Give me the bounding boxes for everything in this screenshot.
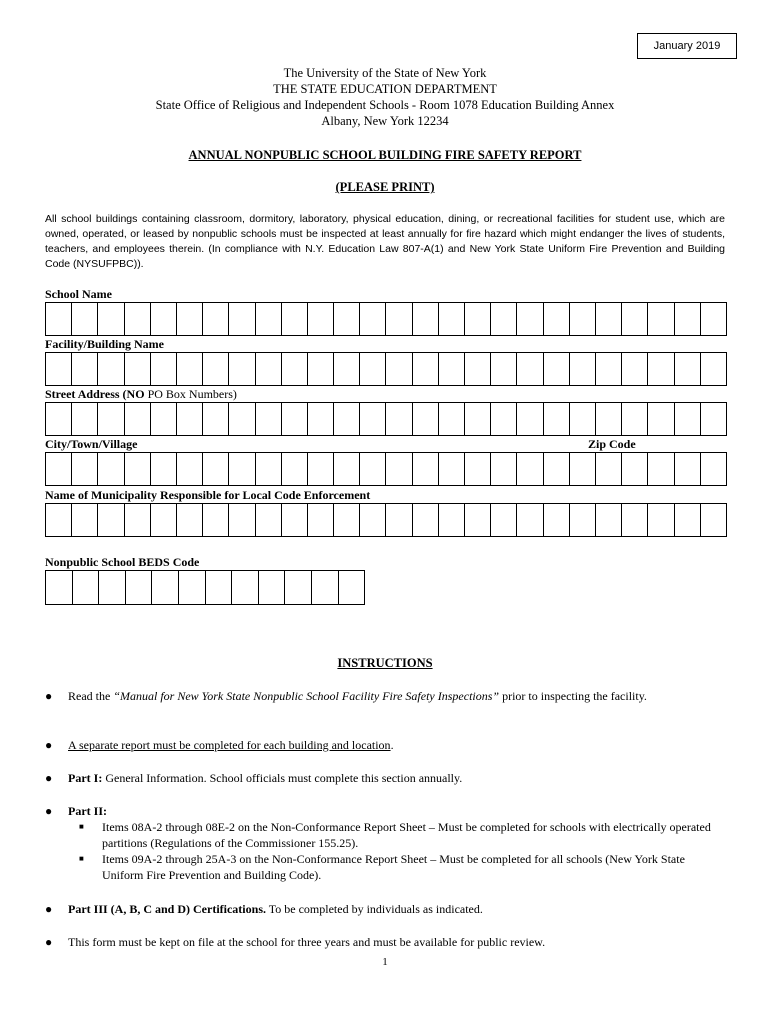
character-box[interactable] <box>648 503 674 537</box>
character-box[interactable] <box>72 302 98 336</box>
character-box[interactable] <box>570 302 596 336</box>
character-box[interactable] <box>701 352 727 386</box>
page-number: 1 <box>382 956 388 968</box>
character-box[interactable] <box>232 570 259 605</box>
character-box[interactable] <box>152 570 179 605</box>
character-box[interactable] <box>413 302 439 336</box>
character-box[interactable] <box>177 352 203 386</box>
character-box[interactable] <box>334 452 360 486</box>
instruction-text: General Information. School officials must complete this section annually. <box>102 771 463 785</box>
character-box[interactable] <box>46 352 72 386</box>
character-box[interactable] <box>99 570 126 605</box>
zip-code-label: Zip Code <box>588 437 636 451</box>
character-box[interactable] <box>491 352 517 386</box>
character-box[interactable] <box>256 452 282 486</box>
character-box[interactable] <box>675 452 701 486</box>
character-box[interactable] <box>206 570 233 605</box>
street-address-boxes[interactable] <box>45 402 727 436</box>
character-box[interactable] <box>72 352 98 386</box>
character-box[interactable] <box>596 503 622 537</box>
character-box[interactable] <box>622 402 648 436</box>
character-box[interactable] <box>177 452 203 486</box>
instruction-item <box>45 770 725 786</box>
instruction-text: A separate report must be completed for each building and location <box>68 738 391 752</box>
character-box[interactable] <box>386 302 412 336</box>
character-box[interactable] <box>413 452 439 486</box>
character-box[interactable] <box>360 503 386 537</box>
part-label: Part III (A, B, C and D) Certifications. <box>68 902 266 916</box>
character-box[interactable] <box>648 302 674 336</box>
character-box[interactable] <box>308 452 334 486</box>
character-box[interactable] <box>98 302 124 336</box>
character-box[interactable] <box>701 452 727 486</box>
character-box[interactable] <box>386 503 412 537</box>
instruction-text: Read the <box>68 689 114 703</box>
character-box[interactable] <box>339 570 366 605</box>
part-label: Part I: <box>68 771 103 785</box>
character-box[interactable] <box>126 570 153 605</box>
character-box[interactable] <box>334 402 360 436</box>
instruction-item <box>45 901 725 917</box>
character-box[interactable] <box>98 402 124 436</box>
character-box[interactable] <box>413 402 439 436</box>
character-box[interactable] <box>256 352 282 386</box>
character-box[interactable] <box>229 302 255 336</box>
sub-instruction-text: Items 08A-2 through 08E-2 on the Non-Conformance Report Sheet – Must be completed for schools with electrically operated partitions (Regulations of the Commissioner 155.25). <box>102 820 711 850</box>
character-box[interactable] <box>177 302 203 336</box>
character-box[interactable] <box>229 503 255 537</box>
character-box[interactable] <box>517 352 543 386</box>
character-box[interactable] <box>675 402 701 436</box>
please-print: (PLEASE PRINT) <box>335 180 435 194</box>
character-box[interactable] <box>334 503 360 537</box>
character-box[interactable] <box>544 402 570 436</box>
bullet-icon: ● <box>45 738 53 752</box>
facility-name-label: Facility/Building Name <box>45 337 165 351</box>
character-box[interactable] <box>596 452 622 486</box>
street-address-label <box>45 387 237 402</box>
character-box[interactable] <box>465 302 491 336</box>
municipality-label: Name of Municipality Responsible for Local Code Enforcement <box>45 488 371 502</box>
character-box[interactable] <box>125 302 151 336</box>
character-box[interactable] <box>622 503 648 537</box>
character-box[interactable] <box>282 503 308 537</box>
character-box[interactable] <box>256 302 282 336</box>
character-box[interactable] <box>465 402 491 436</box>
character-box[interactable] <box>596 302 622 336</box>
square-bullet-icon: ■ <box>79 854 84 863</box>
part-label: Part II: <box>68 804 107 818</box>
character-box[interactable] <box>98 452 124 486</box>
character-box[interactable] <box>675 352 701 386</box>
character-box[interactable] <box>334 352 360 386</box>
character-box[interactable] <box>125 402 151 436</box>
character-box[interactable] <box>439 503 465 537</box>
character-box[interactable] <box>517 302 543 336</box>
character-box[interactable] <box>675 503 701 537</box>
character-box[interactable] <box>570 452 596 486</box>
character-box[interactable] <box>465 503 491 537</box>
character-box[interactable] <box>125 503 151 537</box>
character-box[interactable] <box>386 352 412 386</box>
instruction-text: . <box>390 738 394 752</box>
character-box[interactable] <box>648 452 674 486</box>
header-university: The University of the State of New York <box>283 66 487 80</box>
character-box[interactable] <box>596 352 622 386</box>
character-box[interactable] <box>544 503 570 537</box>
city-zip-boxes[interactable] <box>45 452 727 486</box>
character-box[interactable] <box>125 352 151 386</box>
character-box[interactable] <box>179 570 206 605</box>
character-box[interactable] <box>675 302 701 336</box>
bullet-icon: ● <box>45 689 53 703</box>
character-box[interactable] <box>517 452 543 486</box>
instruction-item <box>45 688 725 704</box>
school-name-boxes[interactable] <box>45 302 727 336</box>
square-bullet-icon: ■ <box>79 822 84 831</box>
character-box[interactable] <box>308 302 334 336</box>
instruction-text: To be completed by individuals as indicated. <box>265 902 483 916</box>
character-box[interactable] <box>177 402 203 436</box>
character-box[interactable] <box>98 352 124 386</box>
character-box[interactable] <box>386 402 412 436</box>
character-box[interactable] <box>229 452 255 486</box>
character-box[interactable] <box>282 302 308 336</box>
bullet-icon: ● <box>45 771 53 785</box>
character-box[interactable] <box>491 503 517 537</box>
character-box[interactable] <box>701 302 727 336</box>
character-box[interactable] <box>465 452 491 486</box>
bullet-icon: ● <box>45 902 53 916</box>
character-box[interactable] <box>256 402 282 436</box>
character-box[interactable] <box>622 302 648 336</box>
character-box[interactable] <box>151 503 177 537</box>
character-box[interactable] <box>282 402 308 436</box>
character-box[interactable] <box>544 302 570 336</box>
character-box[interactable] <box>701 402 727 436</box>
character-box[interactable] <box>308 352 334 386</box>
school-name-label: School Name <box>45 287 112 301</box>
character-box[interactable] <box>46 302 72 336</box>
street-address-label-bold: Street Address (NO <box>45 387 145 401</box>
character-box[interactable] <box>413 503 439 537</box>
character-box[interactable] <box>360 402 386 436</box>
character-box[interactable] <box>73 570 100 605</box>
character-box[interactable] <box>46 503 72 537</box>
header-office: State Office of Religious and Independent Schools - Room 1078 Education Building Annex <box>155 98 615 112</box>
character-box[interactable] <box>517 503 543 537</box>
character-box[interactable] <box>151 352 177 386</box>
character-box[interactable] <box>72 402 98 436</box>
form-date-box: January 2019 <box>637 33 737 59</box>
character-box[interactable] <box>386 452 412 486</box>
character-box[interactable] <box>98 503 124 537</box>
instruction-text: This form must be kept on file at the school for three years and must be available for public review. <box>68 935 546 949</box>
character-box[interactable] <box>334 302 360 336</box>
character-box[interactable] <box>46 570 73 605</box>
character-box[interactable] <box>125 452 151 486</box>
street-address-label-note: PO Box Numbers) <box>144 387 237 401</box>
municipality-boxes[interactable] <box>45 503 727 537</box>
character-box[interactable] <box>491 402 517 436</box>
character-box[interactable] <box>203 302 229 336</box>
instruction-item <box>45 737 725 753</box>
character-box[interactable] <box>439 452 465 486</box>
header-address: Albany, New York 12234 <box>321 114 449 128</box>
character-box[interactable] <box>570 503 596 537</box>
character-box[interactable] <box>570 402 596 436</box>
character-box[interactable] <box>203 352 229 386</box>
character-box[interactable] <box>360 352 386 386</box>
intro-paragraph: All school buildings containing classroom, dormitory, laboratory, physical education, dining, or recreational facilities for student use, which are owned, operated, or leased by nonpublic schools must be inspected at least annually for fire hazard which might endanger the lives of students, teachers, and employees therein. (In compliance with N.Y. Education Law 807-A(1) and New York State Uniform Fire Prevention and Building Code (NYSUFPBC)). <box>45 213 725 270</box>
character-box[interactable] <box>256 503 282 537</box>
character-box[interactable] <box>596 402 622 436</box>
character-box[interactable] <box>517 402 543 436</box>
character-box[interactable] <box>259 570 286 605</box>
header-department: THE STATE EDUCATION DEPARTMENT <box>273 82 497 96</box>
beds-code-boxes[interactable] <box>45 570 365 605</box>
character-box[interactable] <box>360 302 386 336</box>
character-box[interactable] <box>439 402 465 436</box>
character-box[interactable] <box>648 352 674 386</box>
bullet-icon: ● <box>45 804 53 818</box>
character-box[interactable] <box>46 452 72 486</box>
character-box[interactable] <box>701 503 727 537</box>
character-box[interactable] <box>151 402 177 436</box>
character-box[interactable] <box>308 402 334 436</box>
character-box[interactable] <box>285 570 312 605</box>
character-box[interactable] <box>491 302 517 336</box>
character-box[interactable] <box>72 452 98 486</box>
character-box[interactable] <box>229 352 255 386</box>
character-box[interactable] <box>151 302 177 336</box>
character-box[interactable] <box>46 402 72 436</box>
character-box[interactable] <box>465 352 491 386</box>
manual-title: “Manual for New York State Nonpublic School Facility Fire Safety Inspections” <box>113 689 500 703</box>
character-box[interactable] <box>544 352 570 386</box>
character-box[interactable] <box>151 452 177 486</box>
beds-code-label: Nonpublic School BEDS Code <box>45 555 200 569</box>
bullet-icon: ● <box>45 935 53 949</box>
instructions-title: INSTRUCTIONS <box>337 656 433 670</box>
character-box[interactable] <box>413 352 439 386</box>
city-label: City/Town/Village <box>45 437 138 451</box>
instruction-item <box>45 803 725 883</box>
facility-name-boxes[interactable] <box>45 352 727 386</box>
character-box[interactable] <box>203 452 229 486</box>
character-box[interactable] <box>439 302 465 336</box>
character-box[interactable] <box>312 570 339 605</box>
character-box[interactable] <box>229 402 255 436</box>
sub-instruction-text: Items 09A-2 through 25A-3 on the Non-Conformance Report Sheet – Must be completed for all schools (New York State Uniform Fire Prevention and Building Code). <box>102 852 685 882</box>
character-box[interactable] <box>491 452 517 486</box>
character-box[interactable] <box>282 452 308 486</box>
character-box[interactable] <box>308 503 334 537</box>
character-box[interactable] <box>72 503 98 537</box>
character-box[interactable] <box>203 503 229 537</box>
form-title: ANNUAL NONPUBLIC SCHOOL BUILDING FIRE SAFETY REPORT <box>188 148 582 162</box>
character-box[interactable] <box>282 352 308 386</box>
character-box[interactable] <box>177 503 203 537</box>
instruction-text: prior to inspecting the facility. <box>499 689 647 703</box>
character-box[interactable] <box>544 452 570 486</box>
character-box[interactable] <box>439 352 465 386</box>
character-box[interactable] <box>570 352 596 386</box>
instruction-item <box>45 934 725 950</box>
character-box[interactable] <box>622 352 648 386</box>
character-box[interactable] <box>360 452 386 486</box>
character-box[interactable] <box>203 402 229 436</box>
character-box[interactable] <box>622 452 648 486</box>
character-box[interactable] <box>648 402 674 436</box>
